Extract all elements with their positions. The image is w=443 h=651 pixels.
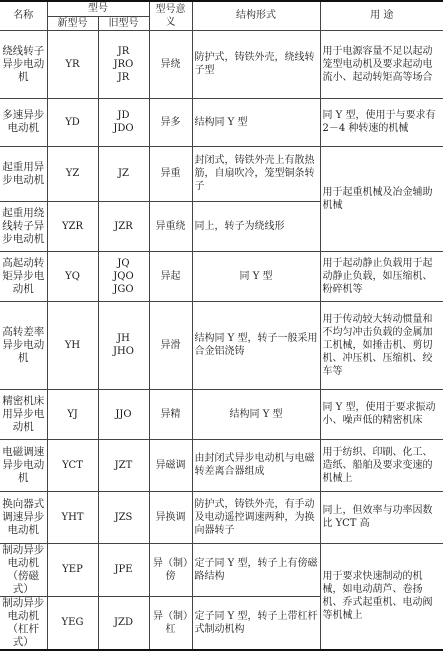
structure: 定子同 Y 型，转子上有傍磁路结构 <box>192 543 320 596</box>
structure: 同 Y 型 <box>192 251 320 301</box>
model-meaning: 异多 <box>149 98 192 146</box>
model-meaning: 异滑 <box>149 301 192 389</box>
usage: 用于传动较大转动惯量和不均匀冲击负载的金属加工机械，如捶击机、剪切机、冲压机、压缩机、绞车等 <box>320 301 443 389</box>
old-model: JZT <box>98 439 149 491</box>
motor-name: 多速异步电动机 <box>0 98 47 146</box>
old-model: JZ <box>98 146 149 201</box>
table-row <box>0 543 443 596</box>
usage: 用于起重机械及冶金辅助机械 <box>320 146 443 251</box>
structure: 定子同 Y 型，转子上带杠杆式制动机构 <box>192 596 320 650</box>
model-meaning: 异重绕 <box>149 201 192 251</box>
usage: 同 Y 型，使用于与要求有 2－4 种转速的机械 <box>320 98 443 146</box>
usage: 同上，但效率与功率因数比 YCT 高 <box>320 491 443 543</box>
structure: 结构同 Y 型 <box>192 389 320 439</box>
structure: 防护式，铸铁外壳，有手动及电动遥控调速两种，为换向器转子 <box>192 491 320 543</box>
usage: 用于起动静止负载用于起动静止负载，如压缩机、粉碎机等 <box>320 251 443 301</box>
motor-name: 绕线转子异步电动机 <box>0 30 47 98</box>
model-meaning: 异起 <box>149 251 192 301</box>
motor-name: 换向器式调速异步电动机 <box>0 491 47 543</box>
table-row <box>0 439 443 491</box>
old-model: JZS <box>98 491 149 543</box>
model-meaning: 异换调 <box>149 491 192 543</box>
old-model: JPE <box>98 543 149 596</box>
structure: 同上，转子为绕线形 <box>192 201 320 251</box>
structure: 由封闭式异步电动机与电磁转差离合器组成 <box>192 439 320 491</box>
new-model: YZR <box>47 201 98 251</box>
old-model: JD JDO <box>98 98 149 146</box>
model-meaning: 异磁调 <box>149 439 192 491</box>
new-model: YQ <box>47 251 98 301</box>
new-model: YH <box>47 301 98 389</box>
table-row <box>0 389 443 439</box>
table-row <box>0 491 443 543</box>
header-name: 名称 <box>0 1 47 30</box>
model-meaning: 异重 <box>149 146 192 201</box>
old-model: JH JHO <box>98 301 149 389</box>
header-structure: 结构形式 <box>192 1 320 30</box>
motor-name: 制动异步电动机（傍磁式） <box>0 543 47 596</box>
table-row <box>0 30 443 98</box>
model-meaning: 异绕 <box>149 30 192 98</box>
new-model: YEP <box>47 543 98 596</box>
table-row <box>0 98 443 146</box>
header-usage: 用 途 <box>320 1 443 30</box>
header-old-model: 旧型号 <box>98 16 149 30</box>
motor-name: 起重用绕线转子异步电动机 <box>0 201 47 251</box>
table-row <box>0 301 443 389</box>
old-model: JZR <box>98 201 149 251</box>
header-new-model: 新型号 <box>47 16 98 30</box>
new-model: YHT <box>47 491 98 543</box>
header-meaning: 型号意义 <box>149 1 192 30</box>
motor-name: 制动异步电动机（杠杆式） <box>0 596 47 650</box>
new-model: YEG <box>47 596 98 650</box>
usage: 用于电源容量不足以起动笼型电动机及要求起动电流小、起动转矩高等场合 <box>320 30 443 98</box>
motor-name: 起重用异步电动机 <box>0 146 47 201</box>
old-model: JR JRO JR <box>98 30 149 98</box>
model-meaning: 异（制）傍 <box>149 543 192 596</box>
old-model: JJO <box>98 389 149 439</box>
new-model: YCT <box>47 439 98 491</box>
table-row <box>0 146 443 201</box>
structure: 结构同 Y 型 <box>192 98 320 146</box>
old-model: JZD <box>98 596 149 650</box>
new-model: YZ <box>47 146 98 201</box>
new-model: YJ <box>47 389 98 439</box>
new-model: YD <box>47 98 98 146</box>
usage: 用于要求快速制动的机械，如电动葫芦、卷扬机、乔式起重机、电动阀等机械上 <box>320 543 443 650</box>
old-model: JQ JQO JGO <box>98 251 149 301</box>
header-model-group: 型号 <box>47 1 149 16</box>
model-meaning: 异（制）杠 <box>149 596 192 650</box>
motor-name: 精密机床用异步电动机 <box>0 389 47 439</box>
structure: 结构同 Y 型，转子一般采用合金铝浇铸 <box>192 301 320 389</box>
model-meaning: 异精 <box>149 389 192 439</box>
motor-name: 高转差率异步电动机 <box>0 301 47 389</box>
structure: 防护式，铸铁外壳，绕线转子型 <box>192 30 320 98</box>
usage: 用于纺织、印刷、化工、造纸、船舶及要求变速的机械上 <box>320 439 443 491</box>
usage: 同 Y 型，使用于要求振动小、噪声低的精密机床 <box>320 389 443 439</box>
structure: 封闭式，铸铁外壳上有散热筋，自扇吹冷，笼型铜条转子 <box>192 146 320 201</box>
new-model: YR <box>47 30 98 98</box>
motor-name: 电磁调速异步电动机 <box>0 439 47 491</box>
motor-name: 高起动转矩异步电动机 <box>0 251 47 301</box>
table-row <box>0 251 443 301</box>
